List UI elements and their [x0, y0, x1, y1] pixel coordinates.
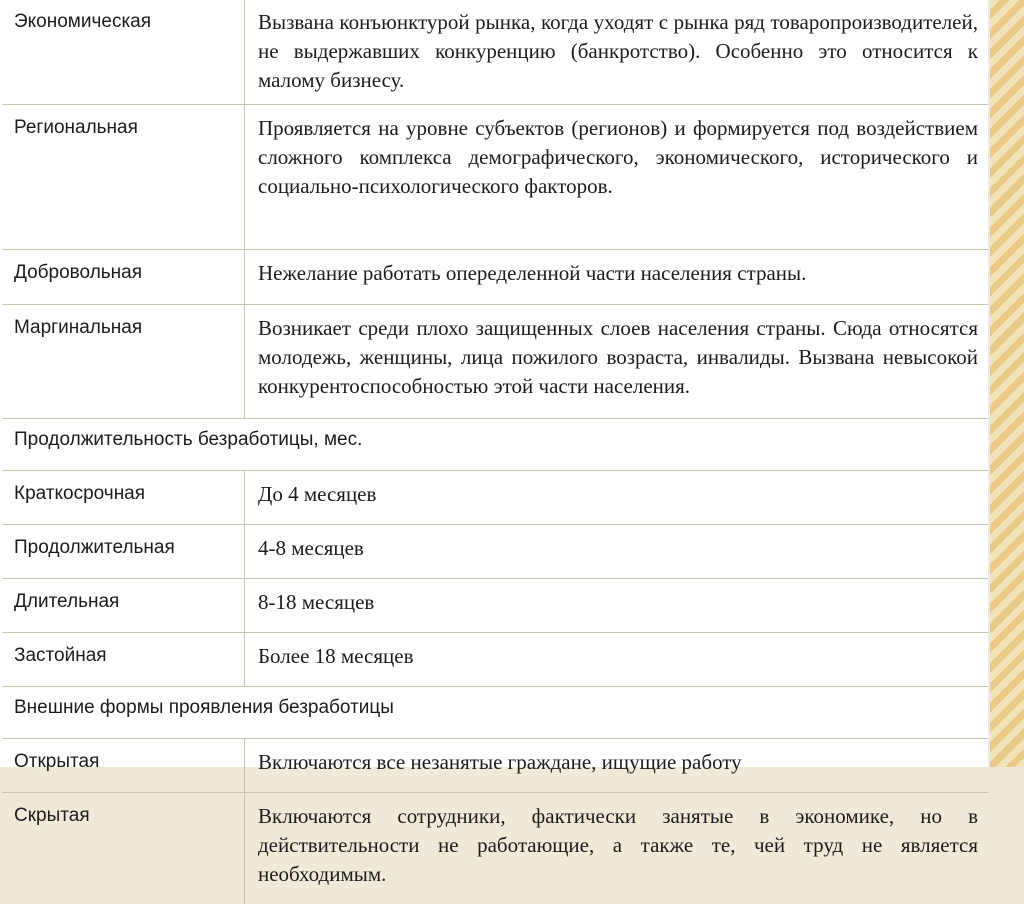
type-description: Включаются все незанятые граждане, ищущие работу	[245, 739, 989, 793]
type-description: Вызвана конъюнктурой рынка, когда уходят с рынка ряд товаропроизводителей, не выдержавших конкуренцию (банкротство). Особенно это относится к малому бизнесу.	[245, 0, 989, 105]
type-description: Нежелание работать опеределенной части населения страны.	[245, 250, 989, 305]
type-description: Проявляется на уровне субъектов (регионов) и формируется под воздействием сложного комплекса демографического, экономического, исторического и социально-психологического факторов.	[245, 105, 989, 250]
table-row	[2, 633, 988, 687]
section-row	[2, 419, 988, 471]
table-row	[2, 793, 988, 904]
section-heading: Внешние формы проявления безработицы	[2, 687, 988, 739]
type-label: Добровольная	[2, 250, 245, 305]
type-label: Застойная	[2, 633, 245, 687]
decorative-stripe-border	[990, 0, 1024, 767]
type-description: До 4 месяцев	[245, 471, 989, 525]
table-row	[2, 739, 988, 793]
type-label: Краткосрочная	[2, 471, 245, 525]
table-row	[2, 471, 988, 525]
table-row	[2, 579, 988, 633]
type-label: Маргинальная	[2, 305, 245, 419]
table-row	[2, 250, 988, 305]
type-description: 4-8 месяцев	[245, 525, 989, 579]
type-label: Открытая	[2, 739, 245, 793]
section-row	[2, 687, 988, 739]
type-description: Включаются сотрудники, фактически занятые в экономике, но в действительности не работающие, а также те, чей труд не является необходимым.	[245, 793, 989, 904]
type-description: 8-18 месяцев	[245, 579, 989, 633]
type-label: Длительная	[2, 579, 245, 633]
type-label: Продолжительная	[2, 525, 245, 579]
unemployment-table	[2, 0, 988, 904]
table-row	[2, 0, 988, 105]
table-row	[2, 525, 988, 579]
type-description: Более 18 месяцев	[245, 633, 989, 687]
table-row	[2, 305, 988, 419]
type-label: Скрытая	[2, 793, 245, 904]
type-label: Экономическая	[2, 0, 245, 105]
type-label: Региональная	[2, 105, 245, 250]
section-heading: Продолжительность безработицы, мес.	[2, 419, 988, 471]
table-row	[2, 105, 988, 250]
type-description: Возникает среди плохо защищенных слоев населения страны. Сюда относятся молодежь, женщины, лица пожилого возраста, инвалиды. Вызвана невысокой конкурентоспособностью этой части населения.	[245, 305, 989, 419]
